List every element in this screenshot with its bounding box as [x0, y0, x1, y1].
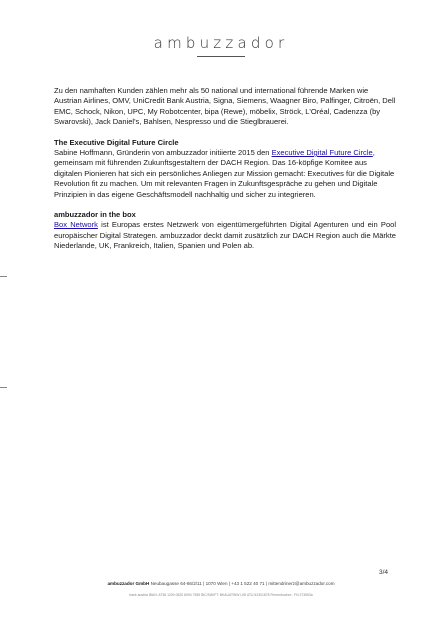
circle-text: [54, 148, 396, 200]
executive-circle-link[interactable]: Executive Digital Future Circle: [271, 148, 373, 158]
circle-text-intro: Sabine Hoffmann, Gründerin von ambuzzador initiierte 2015 den: [54, 148, 272, 158]
page-number: 3/4: [379, 569, 389, 576]
box-heading: ambuzzador in the box: [54, 210, 136, 220]
footer-contact: [0, 581, 442, 586]
document-body: [54, 86, 396, 262]
clients-paragraph: [54, 86, 396, 128]
footer-company: ambuzzador GmbH: [107, 581, 150, 586]
box-network-link[interactable]: Box Network: [54, 220, 98, 230]
box-section: [54, 210, 396, 252]
fold-mark-top: [0, 276, 7, 277]
circle-text-body: , gemeinsam mit führenden Zukunftsgestaltern der DACH Region. Das 16-köpfige Komitee aus digitalen Pionieren hat sich ein persönliches Anliegen zur Mission gemacht: Executives für die Digitale Revolution fit zu machen. Um mit relevanten Fragen in Zukunftsgespräche zu gehen und Digitale Prinzipien in das eigene Geschäftsmodell nachhaltig und sicher zu integrieren.: [54, 148, 395, 199]
footer-address: Neubaugasse 64-66/2/11 | 1070 Wien | +43 1 522 40 71 | mittendrinerz@ambuzzador.com: [149, 581, 335, 586]
footer-bank-details: bank austria IBAN: AT36 1200 0520 8094 7555 BIC/SWIFT: BKAUATWW UID ATU 62301878 Firmenbuchnr.: FN 273553a: [129, 593, 313, 597]
logo-underline: [197, 56, 245, 57]
company-logo: ambuzzador: [153, 34, 289, 52]
circle-heading: The Executive Digital Future Circle: [54, 137, 179, 147]
circle-section: [54, 138, 396, 200]
box-text-body: ist Europas erstes Netzwerk von eigentümergeführten Digital Agenturen und ein Pool europäischer Digital Strategen. ambuzzador deckt damit zusätzlich zur DACH Region auch die Märkte Niederlande, UK, Frankreich, Italien, Spanien und Polen ab.: [54, 220, 397, 251]
box-text: [54, 220, 396, 251]
fold-mark-bottom: [0, 387, 7, 388]
clients-text: Zu den namhaften Kunden zählen mehr als 50 national und international führende Marken wie Austrian Airlines, OMV, UniCredit Bank Austria, Signa, Siemens, Waagner Biro, Palfinger, Citroën, Dell EMC, Schock, Nikon, UPC, My Robotcenter, bipa (Rewe), möbelix, Ströck, L'Oréal, Cadenzza (by Swarovski), Jack Daniel's, Bahlsen, Nespresso und die Stieglbrauerei.: [54, 86, 396, 127]
